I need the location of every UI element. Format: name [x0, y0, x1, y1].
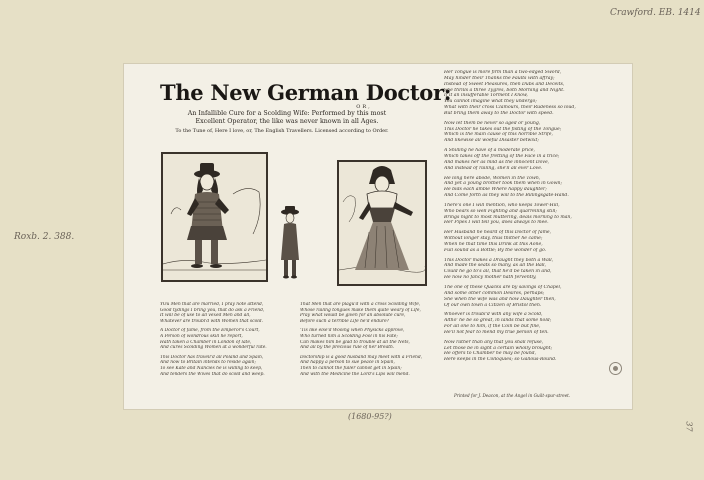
verse-line: Whoever is troubl'd with any wife a Scold,	[444, 312, 543, 318]
verse-line: Her Tongue is more firm than a two-edged Sword,	[444, 70, 562, 75]
subtitle-line-1: An Infallible Cure for a Scolding Wife: Performed by this most	[187, 110, 387, 117]
verse-line: And tenders the Wives that do scold and weep.	[160, 371, 265, 377]
verse-line: Instead of Sweet Pleasures, then Dubs and Deceits,	[444, 81, 565, 87]
verse-line: Without longer stay, thus thither he came;	[444, 236, 543, 242]
verse-column-3	[444, 70, 622, 363]
verse-line: You cannot imagine what they undergo;	[444, 99, 537, 105]
verse-line: Can makes him be glad to trouble at all the Nets,	[300, 339, 410, 345]
gentleman-figure-illustration	[163, 154, 266, 280]
verse-line: He long here abode, Women in the Town,	[444, 175, 541, 181]
verse-line: And all by the precious rule of her Breath.	[300, 345, 395, 351]
verse-line: And instead of railing, she'll all ever Love.	[444, 165, 543, 171]
verse-line: She thrills a three Tygres, both Morning and Night.	[444, 87, 565, 93]
verse-line: Whose railing tongues make them quite weary of Life,	[300, 307, 421, 313]
verse-line: There's one I will mention, who keeps Tower-Hill,	[444, 202, 560, 208]
verse-line: And now to Britain intends to reside again;	[160, 360, 256, 366]
verse-line: And likewise all woeful Disaster betwixt;	[444, 138, 539, 144]
verse-column-2	[300, 302, 430, 377]
title-or: OR,	[356, 104, 372, 110]
verse-line: Then to cannot the fuller cannot get in Spain;	[300, 365, 402, 371]
verse-line: To see Kate and Nancies he is willing to keep,	[160, 365, 263, 371]
date-note: (1680-95?)	[348, 412, 392, 421]
shelfmark-note: Roxb. 2. 388.	[14, 232, 75, 242]
verse-line: Pray what would be given for an absolute cure,	[300, 313, 406, 319]
verse-line: Now let them be never so aged or young,	[444, 120, 541, 126]
verse-line: And yet a young brother took them when in Gown;	[444, 181, 563, 187]
verse-line: Here keeps in the Colloquies; so Gallous-Round.	[444, 357, 557, 363]
verse-line: And some other common Desires, perhaps;	[444, 290, 545, 296]
verse-line: YOu Men that are married, I pray note attend,	[160, 302, 264, 307]
verse-line: This Doctor he takes out the fisting of the Tongue;	[444, 126, 562, 132]
tune-line: To the Tune of, Here I love, or, The English Travellers. Licensed according to Order.	[175, 128, 389, 134]
verse-line: But bring them away to the Doctor with speed.	[444, 110, 554, 116]
verse-column-1	[160, 302, 288, 377]
verse-line: And made the seats so many, as all the Ball,	[444, 263, 547, 269]
verse-line: This Doctor has travell'd all Poland and Spain,	[160, 354, 264, 360]
verse-line: He bids each amble Where happy daughter;	[444, 187, 547, 193]
verse-line: And Come forth as they will to the Billingsgate-Hand.	[444, 193, 569, 199]
verse-line: Before such a terrible Life he'd endure?	[300, 318, 390, 324]
verse-line: What with their cross Clamours, their Rudeness so loud,	[444, 105, 576, 111]
verse-line: And happy a person to sue peace in Spain,	[300, 360, 395, 366]
verse-line: Could he go to's all, that he'd be taken in and,	[444, 269, 552, 275]
verse-line: He now no fancy mother hath fervently,	[444, 275, 537, 281]
verse-line: A Person of wondrous skill he report,	[160, 333, 243, 339]
verse-line: Doctorship is a good husband may meet with a Friend,	[300, 354, 423, 360]
verse-line: May hinder their Thanks the Faults with affray;	[444, 75, 555, 81]
verse-line: When he that time this Drink at this Aone,	[444, 241, 543, 247]
accession-number: Crawford. EB. 1414	[610, 8, 701, 18]
verse-line: A Shilling he have of a moderate price,	[444, 148, 535, 154]
verse-line: Which is the main cause of this horrible Strife,	[444, 132, 553, 138]
verse-line: Hath taken a Chamber in London of late,	[160, 339, 252, 345]
woodcut-lady	[337, 160, 427, 286]
verse-line: A Doctor of fame, from the Emperor's Court,	[160, 328, 260, 334]
verse-line: 'Tis like else'd Wooing when Physicks approve,	[300, 328, 405, 334]
verse-line: Her Husband he heard of this Doctor of fame,	[444, 230, 552, 236]
verse-line: And makes her as mild as the innocent Dove,	[444, 159, 550, 165]
verse-line: Full sound as a Bottle; By the wonder of go.	[444, 247, 547, 253]
ballad-title: The New German Doctor:	[160, 80, 452, 105]
verse-line: If it an insufferable Torment I know,	[444, 93, 528, 99]
verse-line: Who turned him a Scolding Fool in his Fate;	[300, 333, 398, 339]
verse-line: It will be of use to all vexed Men and all,	[160, 313, 251, 319]
verse-line: And cures Scolding Women at a wonderful rate.	[160, 345, 267, 351]
verse-line: Let those be in sight a certain wholly brought;	[444, 345, 553, 351]
verse-line: The one of these Quacks are by savings of Chapel,	[444, 285, 562, 290]
broadside-sheet	[124, 64, 632, 409]
child-figure-illustration	[275, 204, 305, 282]
verse-line: This Doctor makes a Draught they both a Wall,	[444, 257, 554, 263]
verse-line: She when the wife was and how Daughter then,	[444, 296, 556, 302]
subtitle-line-2: Excellent Operator, the like was never known in all Ages.	[195, 118, 379, 125]
lady-figure-illustration	[339, 162, 425, 284]
verse-line: Her Pipes I will tell you, does always to mee.	[444, 220, 549, 226]
verse-line: And with the Medicine the Lord's Lips will mend.	[300, 371, 410, 377]
verse-line: Brings night to most muttering, deals morning to man,	[444, 214, 572, 220]
verse-line: That Men that are plagu'd with a cross Scolding Wife,	[300, 302, 421, 307]
verse-line: He offers to Chamber he may be found,	[444, 351, 537, 357]
verse-line: Of our own town a Citizen of Bristol then.	[444, 302, 542, 308]
verse-line: For all one to him, if the Coin be but fine,	[444, 324, 541, 330]
verse-line: Which takes off the fretting of the Face in a trice;	[444, 153, 560, 159]
verse-line: Altho' he be so great, in lands that some hold;	[444, 318, 552, 324]
woodcut-gentleman	[161, 152, 268, 282]
verse-line: Now rather than any that you shall refuse,	[444, 339, 544, 345]
verse-line: Good tydings I bring you, that do ask a Friend,	[160, 307, 265, 313]
verse-line: He'll not fear to mend my true person of ten.	[444, 329, 549, 335]
library-stamp-icon	[609, 362, 622, 375]
verse-line: Whatever are troubl'd with Women that scold.	[160, 318, 263, 324]
sheet-number: 37	[684, 421, 694, 432]
verse-line: Who bears so well Fighting and quarrelling still;	[444, 208, 557, 214]
printer-imprint: Printed for J. Deacon, at the Angel in Guilt-spur-street.	[454, 393, 571, 398]
woodcut-child	[275, 204, 305, 282]
